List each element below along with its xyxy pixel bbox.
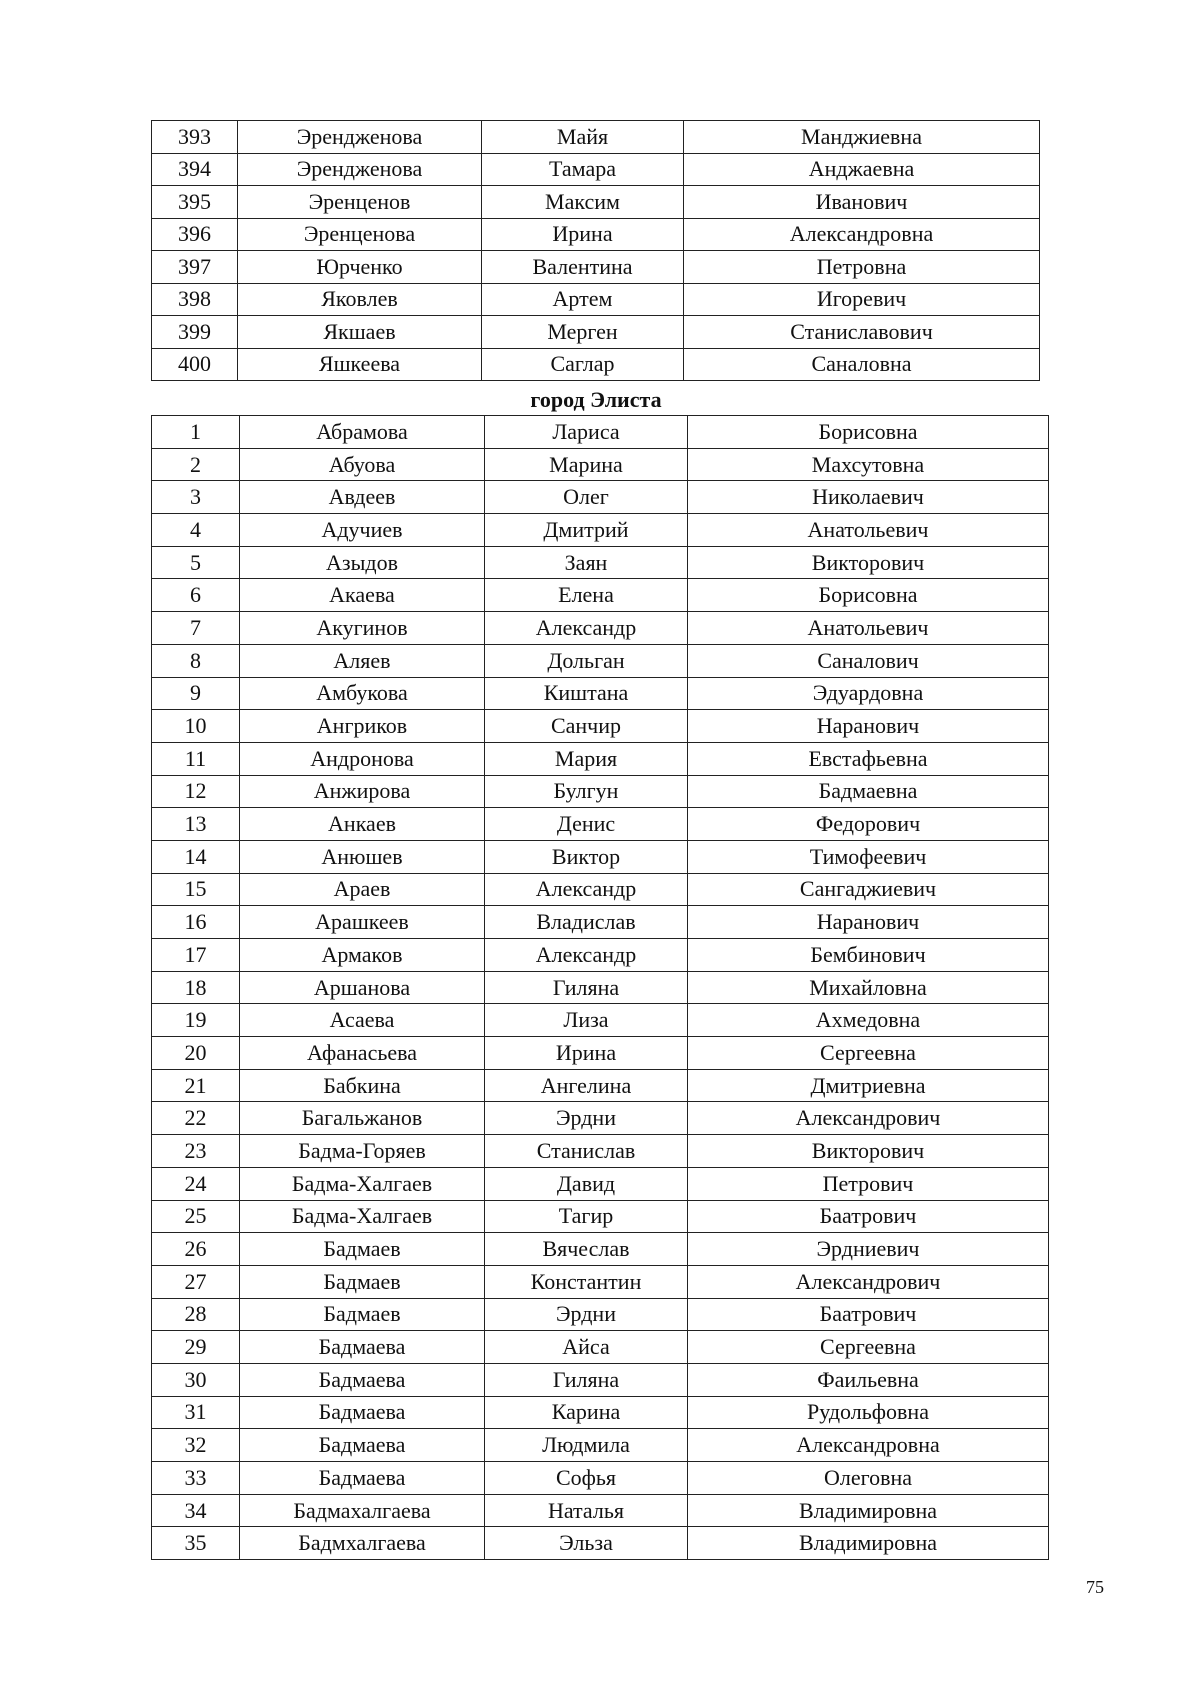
row-number-cell: 7 (152, 612, 240, 645)
top-table (151, 120, 1040, 381)
surname-cell: Бадмахалгаева (240, 1494, 485, 1527)
patronymic-cell: Анатольевич (688, 514, 1049, 547)
patronymic-cell: Тимофеевич (688, 840, 1049, 873)
patronymic-cell: Евстафьевна (688, 742, 1049, 775)
row-number-cell: 395 (152, 186, 238, 219)
first-name-cell: Давид (485, 1167, 688, 1200)
surname-cell: Акугинов (240, 612, 485, 645)
surname-cell: Эренценов (238, 186, 482, 219)
first-name-cell: Валентина (482, 251, 684, 284)
patronymic-cell: Николаевич (688, 481, 1049, 514)
row-number-cell: 14 (152, 840, 240, 873)
patronymic-cell: Баатрович (688, 1298, 1049, 1331)
section-heading: город Элиста (530, 387, 662, 412)
patronymic-cell: Петрович (688, 1167, 1049, 1200)
first-name-cell: Дмитрий (485, 514, 688, 547)
surname-cell: Асаева (240, 1004, 485, 1037)
surname-cell: Бадма-Халгаев (240, 1200, 485, 1233)
row-number-cell: 23 (152, 1135, 240, 1168)
row-number-cell: 1 (152, 416, 240, 449)
row-number-cell: 400 (152, 348, 238, 381)
surname-cell: Бадмаева (240, 1363, 485, 1396)
table-row (152, 612, 1049, 645)
patronymic-cell: Станиславович (684, 316, 1040, 349)
table-row (152, 1004, 1049, 1037)
table-row (152, 775, 1049, 808)
patronymic-cell: Викторович (688, 1135, 1049, 1168)
patronymic-cell: Александровна (688, 1429, 1049, 1462)
top-table-body (152, 121, 1040, 381)
surname-cell: Багальжанов (240, 1102, 485, 1135)
patronymic-cell: Ахмедовна (688, 1004, 1049, 1037)
first-name-cell: Елена (485, 579, 688, 612)
table-row (152, 1233, 1049, 1266)
first-name-cell: Александр (485, 873, 688, 906)
table-row (152, 1462, 1049, 1495)
first-name-cell: Денис (485, 808, 688, 841)
row-number-cell: 3 (152, 481, 240, 514)
table-row (152, 546, 1049, 579)
first-name-cell: Айса (485, 1331, 688, 1364)
surname-cell: Ангриков (240, 710, 485, 743)
row-number-cell: 399 (152, 316, 238, 349)
first-name-cell: Ирина (482, 218, 684, 251)
first-name-cell: Константин (485, 1265, 688, 1298)
row-number-cell: 13 (152, 808, 240, 841)
row-number-cell: 8 (152, 644, 240, 677)
surname-cell: Бадмаева (240, 1462, 485, 1495)
first-name-cell: Софья (485, 1462, 688, 1495)
row-number-cell: 15 (152, 873, 240, 906)
first-name-cell: Марина (485, 448, 688, 481)
row-number-cell: 12 (152, 775, 240, 808)
row-number-cell: 19 (152, 1004, 240, 1037)
first-name-cell: Киштана (485, 677, 688, 710)
row-number-cell: 9 (152, 677, 240, 710)
surname-cell: Яковлев (238, 283, 482, 316)
table-row (152, 906, 1049, 939)
table-row (152, 939, 1049, 972)
surname-cell: Авдеев (240, 481, 485, 514)
first-name-cell: Максим (482, 186, 684, 219)
row-number-cell: 21 (152, 1069, 240, 1102)
patronymic-cell: Борисовна (688, 579, 1049, 612)
first-name-cell: Саглар (482, 348, 684, 381)
table-row (152, 710, 1049, 743)
patronymic-cell: Борисовна (688, 416, 1049, 449)
patronymic-cell: Анатольевич (688, 612, 1049, 645)
table-row (152, 416, 1049, 449)
patronymic-cell: Махсутовна (688, 448, 1049, 481)
patronymic-cell: Михайловна (688, 971, 1049, 1004)
surname-cell: Анжирова (240, 775, 485, 808)
surname-cell: Азыдов (240, 546, 485, 579)
table-row (152, 186, 1040, 219)
row-number-cell: 4 (152, 514, 240, 547)
page-number: 75 (1086, 1577, 1104, 1597)
row-number-cell: 33 (152, 1462, 240, 1495)
table-row (152, 514, 1049, 547)
first-name-cell: Станислав (485, 1135, 688, 1168)
table-row (152, 579, 1049, 612)
patronymic-cell: Наранович (688, 710, 1049, 743)
surname-cell: Бадмаева (240, 1331, 485, 1364)
row-number-cell: 20 (152, 1037, 240, 1070)
first-name-cell: Александр (485, 939, 688, 972)
surname-cell: Эренценова (238, 218, 482, 251)
patronymic-cell: Эдуардовна (688, 677, 1049, 710)
surname-cell: Арашкеев (240, 906, 485, 939)
table-row (152, 218, 1040, 251)
row-number-cell: 25 (152, 1200, 240, 1233)
surname-cell: Абуова (240, 448, 485, 481)
table-row (152, 121, 1040, 154)
first-name-cell: Людмила (485, 1429, 688, 1462)
row-number-cell: 34 (152, 1494, 240, 1527)
table-row (152, 316, 1040, 349)
patronymic-cell: Дмитриевна (688, 1069, 1049, 1102)
table-row (152, 1167, 1049, 1200)
surname-cell: Адучиев (240, 514, 485, 547)
patronymic-cell: Иванович (684, 186, 1040, 219)
first-name-cell: Заян (485, 546, 688, 579)
surname-cell: Афанасьева (240, 1037, 485, 1070)
first-name-cell: Ангелина (485, 1069, 688, 1102)
table-row (152, 742, 1049, 775)
table-row (152, 1331, 1049, 1364)
patronymic-cell: Фаильевна (688, 1363, 1049, 1396)
first-name-cell: Майя (482, 121, 684, 154)
patronymic-cell: Олеговна (688, 1462, 1049, 1495)
first-name-cell: Лариса (485, 416, 688, 449)
table-row (152, 153, 1040, 186)
first-name-cell: Мерген (482, 316, 684, 349)
patronymic-cell: Федорович (688, 808, 1049, 841)
surname-cell: Бадмаева (240, 1396, 485, 1429)
row-number-cell: 22 (152, 1102, 240, 1135)
surname-cell: Юрченко (238, 251, 482, 284)
row-number-cell: 31 (152, 1396, 240, 1429)
patronymic-cell: Наранович (688, 906, 1049, 939)
row-number-cell: 35 (152, 1527, 240, 1560)
first-name-cell: Мария (485, 742, 688, 775)
surname-cell: Анкаев (240, 808, 485, 841)
patronymic-cell: Баатрович (688, 1200, 1049, 1233)
table-row (152, 873, 1049, 906)
surname-cell: Якшаев (238, 316, 482, 349)
first-name-cell: Артем (482, 283, 684, 316)
surname-cell: Эрендженова (238, 121, 482, 154)
row-number-cell: 394 (152, 153, 238, 186)
table-row (152, 251, 1040, 284)
patronymic-cell: Саналович (688, 644, 1049, 677)
patronymic-cell: Александрович (688, 1102, 1049, 1135)
table-row (152, 1069, 1049, 1102)
first-name-cell: Олег (485, 481, 688, 514)
first-name-cell: Дольган (485, 644, 688, 677)
table-row (152, 1265, 1049, 1298)
first-name-cell: Лиза (485, 1004, 688, 1037)
row-number-cell: 396 (152, 218, 238, 251)
row-number-cell: 397 (152, 251, 238, 284)
patronymic-cell: Владимировна (688, 1494, 1049, 1527)
row-number-cell: 11 (152, 742, 240, 775)
patronymic-cell: Сергеевна (688, 1331, 1049, 1364)
row-number-cell: 16 (152, 906, 240, 939)
table-row (152, 1298, 1049, 1331)
table-row (152, 971, 1049, 1004)
surname-cell: Армаков (240, 939, 485, 972)
row-number-cell: 28 (152, 1298, 240, 1331)
surname-cell: Андронова (240, 742, 485, 775)
table-row (152, 677, 1049, 710)
first-name-cell: Вячеслав (485, 1233, 688, 1266)
patronymic-cell: Эрдниевич (688, 1233, 1049, 1266)
first-name-cell: Наталья (485, 1494, 688, 1527)
row-number-cell: 398 (152, 283, 238, 316)
patronymic-cell: Рудольфовна (688, 1396, 1049, 1429)
patronymic-cell: Игоревич (684, 283, 1040, 316)
patronymic-cell: Манджиевна (684, 121, 1040, 154)
table-row (152, 1396, 1049, 1429)
first-name-cell: Тагир (485, 1200, 688, 1233)
first-name-cell: Эльза (485, 1527, 688, 1560)
table-row (152, 283, 1040, 316)
table-row (152, 1102, 1049, 1135)
table-row (152, 1200, 1049, 1233)
row-number-cell: 10 (152, 710, 240, 743)
first-name-cell: Гиляна (485, 1363, 688, 1396)
surname-cell: Бадмхалгаева (240, 1527, 485, 1560)
surname-cell: Абрамова (240, 416, 485, 449)
surname-cell: Амбукова (240, 677, 485, 710)
first-name-cell: Гиляна (485, 971, 688, 1004)
table-row (152, 1494, 1049, 1527)
patronymic-cell: Анджаевна (684, 153, 1040, 186)
surname-cell: Бабкина (240, 1069, 485, 1102)
table-row (152, 1429, 1049, 1462)
table-row (152, 840, 1049, 873)
first-name-cell: Санчир (485, 710, 688, 743)
table-row (152, 808, 1049, 841)
row-number-cell: 17 (152, 939, 240, 972)
surname-cell: Бадма-Халгаев (240, 1167, 485, 1200)
surname-cell: Бадмаев (240, 1233, 485, 1266)
first-name-cell: Булгун (485, 775, 688, 808)
patronymic-cell: Викторович (688, 546, 1049, 579)
first-name-cell: Владислав (485, 906, 688, 939)
table-row (152, 1527, 1049, 1560)
row-number-cell: 32 (152, 1429, 240, 1462)
elista-table-body (152, 416, 1049, 1560)
first-name-cell: Эрдни (485, 1102, 688, 1135)
first-name-cell: Виктор (485, 840, 688, 873)
surname-cell: Акаева (240, 579, 485, 612)
surname-cell: Анюшев (240, 840, 485, 873)
surname-cell: Бадма-Горяев (240, 1135, 485, 1168)
table-row (152, 1135, 1049, 1168)
row-number-cell: 5 (152, 546, 240, 579)
row-number-cell: 393 (152, 121, 238, 154)
surname-cell: Аляев (240, 644, 485, 677)
surname-cell: Эрендженова (238, 153, 482, 186)
row-number-cell: 30 (152, 1363, 240, 1396)
surname-cell: Бадмаев (240, 1298, 485, 1331)
surname-cell: Аршанова (240, 971, 485, 1004)
first-name-cell: Эрдни (485, 1298, 688, 1331)
patronymic-cell: Сергеевна (688, 1037, 1049, 1070)
row-number-cell: 29 (152, 1331, 240, 1364)
table-row (152, 481, 1049, 514)
patronymic-cell: Александровна (684, 218, 1040, 251)
patronymic-cell: Саналовна (684, 348, 1040, 381)
first-name-cell: Ирина (485, 1037, 688, 1070)
surname-cell: Бадмаев (240, 1265, 485, 1298)
surname-cell: Бадмаева (240, 1429, 485, 1462)
row-number-cell: 2 (152, 448, 240, 481)
row-number-cell: 6 (152, 579, 240, 612)
elista-table (151, 415, 1049, 1560)
row-number-cell: 24 (152, 1167, 240, 1200)
patronymic-cell: Петровна (684, 251, 1040, 284)
row-number-cell: 26 (152, 1233, 240, 1266)
surname-cell: Араев (240, 873, 485, 906)
patronymic-cell: Бембинович (688, 939, 1049, 972)
first-name-cell: Александр (485, 612, 688, 645)
table-row (152, 1037, 1049, 1070)
patronymic-cell: Сангаджиевич (688, 873, 1049, 906)
table-row (152, 348, 1040, 381)
table-row (152, 644, 1049, 677)
patronymic-cell: Александрович (688, 1265, 1049, 1298)
patronymic-cell: Владимировна (688, 1527, 1049, 1560)
table-row (152, 1363, 1049, 1396)
surname-cell: Яшкеева (238, 348, 482, 381)
first-name-cell: Тамара (482, 153, 684, 186)
table-row (152, 448, 1049, 481)
patronymic-cell: Бадмаевна (688, 775, 1049, 808)
row-number-cell: 18 (152, 971, 240, 1004)
row-number-cell: 27 (152, 1265, 240, 1298)
first-name-cell: Карина (485, 1396, 688, 1429)
